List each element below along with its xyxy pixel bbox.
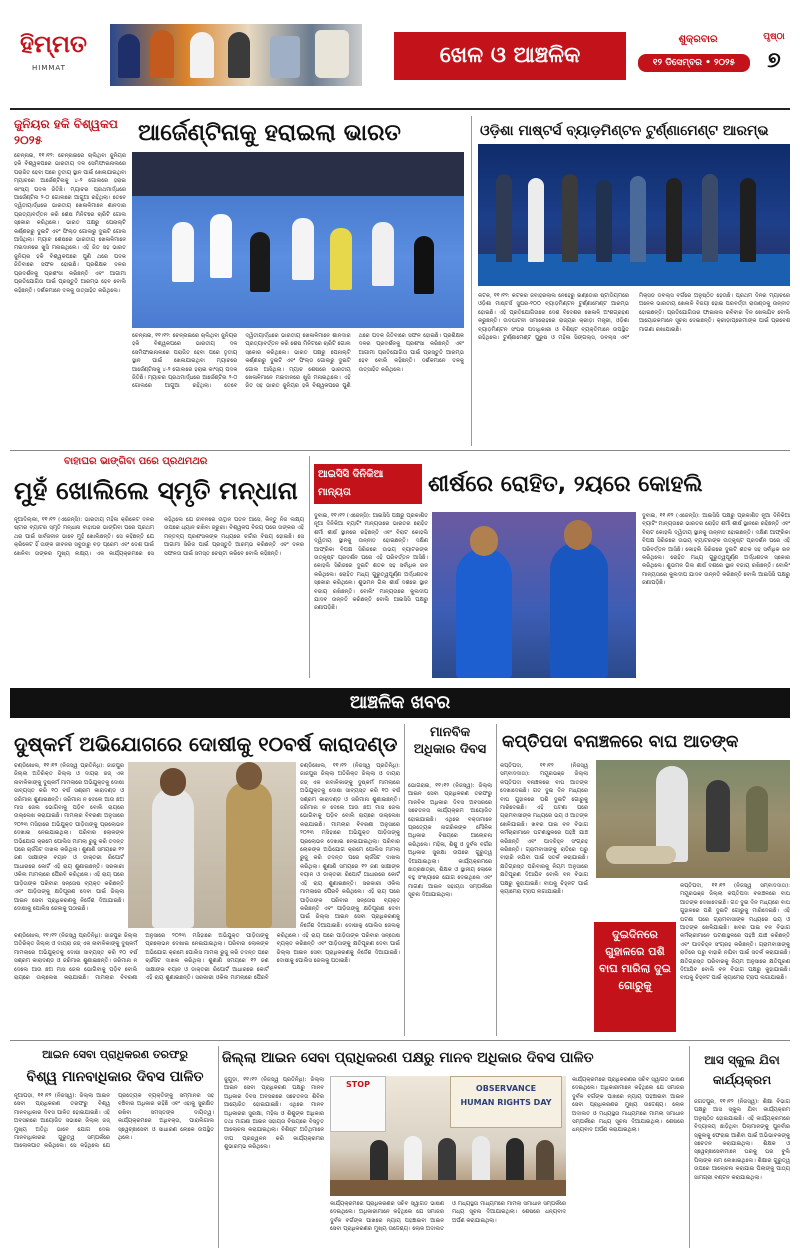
icc-kicker: ଆଇସିସି ଦିନିକିଆ ମାନ୍ୟତା (318, 469, 384, 498)
hockey-body-bottom: ଚେନ୍ନାଇ, ୧୧।୧୨: ଚେନ୍ନାଇରେ ଚାଲିଥିବା ଜୁନିୟର ହକି ବିଶ୍ୱକପରେ ଭାରତୀୟ ଦଳ ସେମିଫାଇନାଲରେ ପରାଜିତ ହେବା ପରେ ତୃତୀୟ ସ୍ଥାନ ପାଇଁ ଖେଳାଯାଇଥିବା ମ୍ୟାଚରେ ଆର୍ଜେଣ୍ଟିନାକୁ ୪-୨ ଗୋଲରେ ହରାଇ କାଂସ୍ୟ ପଦକ ଜିତିଛି। ମ୍ୟାଚର ପ୍ରଥମାର୍ଦ୍ଧରେ ଆର୍ଜେଣ୍ଟିନା ୨-୦ ଗୋଲରେ ଆଗୁଆ ରହିଥିଲା। ତେବେ ଦ୍ୱିତୀୟାର୍ଦ୍ଧରେ ଭାରତୀୟ ଖେଳାଳିମାନେ ଶାନଦାର ପ୍ରତ୍ୟାବର୍ତ୍ତନ କରି ଶେଷ ମିନିଟରେ ଚାରିଟି ଗୋଲ ସ୍କୋର କରିଥିଲେ। ଭାରତ ପକ୍ଷରୁ ପେନାଲ୍ଟି କର୍ଣ୍ଣରରୁ ଦୁଇଟି ଏବଂ ଫିଲ୍ଡ ଗୋଲରୁ ଦୁଇଟି ଗୋଲ ଆସିଥିଲା। ମ୍ୟାଚ ଶେଷରେ ଭାରତୀୟ ଖେଳାଳିମାନେ ମଇଦାନରେ ଖୁସି ମନାଇଥିଲେ। ଏହି ଜିତ ସହ ଭାରତ ଜୁନିୟର ହକି ବିଶ୍ୱକପରେ ପୁଣି ଥରେ ପଦକ ଜିତିବାରେ ସଫଳ ହୋଇଛି। ପ୍ରଶିକ୍ଷକ ଦଳର ପ୍ରଦର୍ଶନକୁ ପ୍ରଶଂସା କରିଛନ୍ତି ଏବଂ ଆଗାମୀ ପ୍ରତିଯୋଗିତା ପାଇଁ ପ୍ରସ୍ତୁତି ଆରମ୍ଭ ହେବ ବୋଲି କହିଛନ୍ତି। ଦର୍ଶକମାନେ ଦଳକୁ ଉତ୍ସାହିତ କରିଥିଲେ। (132, 333, 464, 390)
tiger-headline: କପ୍ତିପଦା ବନାଞ୍ଚଳରେ ବାଘ ଆତଙ୍କ (502, 732, 739, 752)
district-headline: ଜିଲ୍ଲା ଆଇନ ସେବା ପ୍ରାଧିକରଣ ପକ୍ଷରୁ ମାନବ ଅଧିକାର ଦିବସ ପାଳିତ (222, 1050, 594, 1066)
district-banner-line1: OBSERVANCE (475, 1084, 537, 1093)
column-divider (471, 116, 472, 446)
masthead-rule (10, 108, 790, 110)
district-banner-line2: HUMAN RIGHTS DAY (460, 1098, 552, 1107)
masthead-logo-sub: HIMMAT (32, 64, 66, 72)
icc-photo (432, 512, 636, 678)
section-rule-1 (10, 450, 790, 451)
masthead-athlete-collage (110, 24, 362, 86)
crime-body-right: ଚଣ୍ଡିଖୋଲ, ୧୧।୧୨ (ନିଜସ୍ୱ ପ୍ରତିନିଧି): ଜାଜପୁର ଜିଲ୍ଲା ଅତିରିକ୍ତ ଜିଲ୍ଲା ଓ ଦାୟରା ଜଜ୍ ଏକ ନାବାଳିକାଙ୍କୁ ଦୁଷ୍କର୍ମ ମାମଲାରେ ଅଭିଯୁକ୍ତକୁ ଦୋଷୀ ସାବ୍ୟସ୍ତ କରି ୧୦ ବର୍ଷ ସଶ୍ରମ କାରାଦଣ୍ଡ ଓ ଜରିମାନା ଶୁଣାଇଛନ୍ତି। ଜରିମାନା ନ ଦେଲେ ଆଉ ଛଅ ମାସ ଜେଲ ଭୋଗିବାକୁ ପଡ଼ିବ ବୋଲି ରାୟରେ ଉଲ୍ଲେଖ କରାଯାଇଛି। ମାମଲାର ବିବରଣୀ ଅନୁସାରେ ୨୦୨୩ ମସିହାରେ ଅଭିଯୁକ୍ତ ପୀଡ଼ିତାଙ୍କୁ ପ୍ରଲୋଭନ ଦେଖାଇ ନେଇଯାଇଥିଲା। ପରିବାର ଲୋକଙ୍କ ଅଭିଯୋଗ କ୍ରମେ ପୋଲିସ ମାମଲା ରୁଜୁ କରି ତଦନ୍ତ ପରେ ଚାର୍ଜସିଟ ଦାଖଲ କରିଥିଲା। ଶୁଣାଣି ସମୟରେ ୧୨ ଜଣ ସାକ୍ଷୀଙ୍କ ବୟାନ ଓ ଡାକ୍ତରୀ ରିପୋର୍ଟ ଆଧାରରେ କୋର୍ଟ ଏହି ରାୟ ଶୁଣାଇଛନ୍ତି। ସରକାରୀ ଓକିଲ ମାମଲାରେ ପୈରବି କରିଥିଲେ। ଏହି ରାୟ ପରେ ପୀଡ଼ିତାଙ୍କ ପରିବାର ସନ୍ତୋଷ ବ୍ୟକ୍ତ କରିଛନ୍ତି ଏବଂ ପୀଡ଼ିତାଙ୍କୁ କ୍ଷତିପୂରଣ ଦେବା ପାଇଁ ଜିଲ୍ଲା ଆଇନ ସେବା ପ୍ରାଧିକରଣକୁ ନିର୍ଦ୍ଦେଶ ଦିଆଯାଇଛି। ଦୋଷୀକୁ ପୋଲିସ ଜେଲକୁ (300, 763, 400, 928)
page-number: ୭ (767, 48, 781, 73)
mandhana-headline: ମୁହଁ ଖୋଲିଲେ ସ୍ମୃତି ମନ୍ଧାନା (14, 476, 298, 505)
page-number-label: ପୃଷ୍ଠା (763, 32, 785, 42)
column-divider-2 (309, 456, 310, 678)
legal-headline: ବିଶ୍ୱ ମାନବାଧିକାର ଦିବସ ପାଳିତ (26, 1069, 204, 1085)
human-rights-small-body: ଭୋଗରାଇ, ୧୧।୧୨ (ନିଜସ୍ୱ): ଜିଲ୍ଲା ଆଇନ ସେବା ପ୍ରାଧିକରଣ ତରଫରୁ ମାନବିକ ଅଧିକାର ଦିବସ ଅବସରରେ ସଚେତନତା କାର୍ଯ୍ୟକ୍ରମ ଆୟୋଜିତ ହୋଇଯାଇଛି। ଏଥିରେ ବକ୍ତାମାନେ ପ୍ରତ୍ୟେକ ନାଗରିକଙ୍କ ମୌଳିକ ଅଧିକାର ବିଷୟରେ ଆଲୋଚନା କରିଥିଲେ। ମହିଳା, ଶିଶୁ ଓ ଦୁର୍ବଳ ବର୍ଗର ଅଧିକାର ସୁରକ୍ଷା ଉପରେ ଗୁରୁତ୍ୱ ଦିଆଯାଇଥିଲା। କାର୍ଯ୍ୟକ୍ରମରେ ଛାତ୍ରଛାତ୍ରୀ, ଶିକ୍ଷକ ଓ ସ୍ଥାନୀୟ ଲୋକେ ବହୁ ସଂଖ୍ୟାରେ ଯୋଗ ଦେଇଥିଲେ ଏବଂ ମାଗଣା ଆଇନ ସହାୟତା ସମ୍ପର୍କରେ ସୂଚନା ଦିଆଯାଇଥିଲା। (408, 783, 492, 899)
hockey-kicker: ଜୁନିୟର ହକି ବିଶ୍ୱକପ ୨୦୨୫ (14, 117, 118, 147)
crime-headline: ଦୁଷ୍କର୍ମ ଅଭିଯୋଗରେ ଦୋଷୀକୁ ୧୦ବର୍ଷ କାରାଦଣ୍ଡ (14, 732, 398, 756)
column-divider-5 (218, 1046, 219, 1248)
district-photo (330, 1076, 566, 1196)
badminton-headline: ଓଡ଼ିଶା ମାଷ୍ଟର୍ସ ବ୍ୟାଡ଼ମିଣ୍ଟନ ଟୁର୍ଣ୍ଣାମେଣ୍ଟ ଆରମ୍ଭ (480, 123, 769, 139)
legal-kicker: ଆଇନ ସେବା ପ୍ରାଧିକରଣ ତରଫରୁ (42, 1048, 188, 1061)
tiger-photo (596, 760, 790, 878)
icc-headline: ଶୀର୍ଷରେ ରୋହିତ, ୨ୟରେ କୋହଲି (428, 472, 703, 497)
icc-body-left: ଦୁବାଇ, ୧୧।୧୨ (ଏଜେନ୍ସି): ଆଇସିସି ପକ୍ଷରୁ ପ୍ରକାଶିତ ନୂଆ ଦିନିକିଆ ବ୍ୟାଟିଂ ମାନ୍ୟତାରେ ଭାରତର ରୋହିତ ଶର୍ମା ଶୀର୍ଷ ସ୍ଥାନରେ ରହିଛନ୍ତି ଏବଂ ବିରାଟ କୋହଲି ଦ୍ୱିତୀୟ ସ୍ଥାନକୁ ଉନ୍ନୀତ ହୋଇଛନ୍ତି। ଦକ୍ଷିଣ ଆଫ୍ରିକା ବିପକ୍ଷ ସିରିଜରେ ଉଭୟ ବ୍ୟାଟରଙ୍କ ଉତ୍କୃଷ୍ଟ ପ୍ରଦର୍ଶନ ପରେ ଏହି ପରିବର୍ତ୍ତନ ଆସିଛି। କୋହଲି ସିରିଜରେ ଦୁଇଟି ଶତକ ସହ ସର୍ବାଧିକ ରନ କରିଥିଲେ। ରୋହିତ ମଧ୍ୟ ଗୁରୁତ୍ୱପୂର୍ଣ୍ଣ ଅର୍ଦ୍ଧଶତକ ସ୍କୋର କରିଥିଲେ। ଶୁଭମନ ଗିଲ ଶୀର୍ଷ ଦଶରେ ସ୍ଥାନ ବଜାୟ ରଖିଛନ୍ତି। ବୋଲିଂ ମାନ୍ୟତାରେ କୁଲଦୀପ ଯାଦବ ଉନ୍ନତି କରିଛନ୍ତି ବୋଲି ଆଇସିସି ପକ୍ଷରୁ ଜଣାପଡ଼ିଛି। (314, 513, 428, 612)
section-label: ଖେଳ ଓ ଆଞ୍ଚଳିକ (439, 43, 581, 68)
crime-body-bottom: ଚଣ୍ଡିଖୋଲ, ୧୧।୧୨ (ନିଜସ୍ୱ ପ୍ରତିନିଧି): ଜାଜପୁର ଜିଲ୍ଲା ଅତିରିକ୍ତ ଜିଲ୍ଲା ଓ ଦାୟରା ଜଜ୍ ଏକ ନାବାଳିକାଙ୍କୁ ଦୁଷ୍କର୍ମ ମାମଲାରେ ଅଭିଯୁକ୍ତକୁ ଦୋଷୀ ସାବ୍ୟସ୍ତ କରି ୧୦ ବର୍ଷ ସଶ୍ରମ କାରାଦଣ୍ଡ ଓ ଜରିମାନା ଶୁଣାଇଛନ୍ତି। ଜରିମାନା ନ ଦେଲେ ଆଉ ଛଅ ମାସ ଜେଲ ଭୋଗିବାକୁ ପଡ଼ିବ ବୋଲି ରାୟରେ ଉଲ୍ଲେଖ କରାଯାଇଛି। ମାମଲାର ବିବରଣୀ ଅନୁସାରେ ୨୦୨୩ ମସିହାରେ ଅଭିଯୁକ୍ତ ପୀଡ଼ିତାଙ୍କୁ ପ୍ରଲୋଭନ ଦେଖାଇ ନେଇଯାଇଥିଲା। ପରିବାର ଲୋକଙ୍କ ଅଭିଯୋଗ କ୍ରମେ ପୋଲିସ ମାମଲା ରୁଜୁ କରି ତଦନ୍ତ ପରେ ଚାର୍ଜସିଟ ଦାଖଲ କରିଥିଲା। ଶୁଣାଣି ସମୟରେ ୧୨ ଜଣ ସାକ୍ଷୀଙ୍କ ବୟାନ ଓ ଡାକ୍ତରୀ ରିପୋର୍ଟ ଆଧାରରେ କୋର୍ଟ ଏହି ରାୟ ଶୁଣାଇଛନ୍ତି। ସରକାରୀ ଓକିଲ ମାମଲାରେ ପୈରବି କରିଥିଲେ। ଏହି ରାୟ ପରେ ପୀଡ଼ିତାଙ୍କ ପରିବାର ସନ୍ତୋଷ ବ୍ୟକ୍ତ କରିଛନ୍ତି ଏବଂ ପୀଡ଼ିତାଙ୍କୁ କ୍ଷତିପୂରଣ ଦେବା ପାଇଁ ଜିଲ୍ଲା ଆଇନ ସେବା ପ୍ରାଧିକରଣକୁ ନିର୍ଦ୍ଦେଶ ଦିଆଯାଇଛି। ଦୋଷୀକୁ ପୋଲିସ ଜେଲକୁ ପଠାଇଛି। (14, 933, 400, 982)
masthead-weekday: ଶୁକ୍ରବାର (678, 34, 718, 45)
legal-body: ନୂଆପଡ଼ା, ୧୧।୧୨ (ନିଜସ୍ୱ): ଜିଲ୍ଲା ଆଇନ ସେବା ପ୍ରାଧିକରଣ ତରଫରୁ ବିଶ୍ୱ ମାନବାଧିକାର ଦିବସ ପାଳିତ ହୋଇଯାଇଛି। ଏହି ଅବସରରେ ଆୟୋଜିତ ସଭାରେ ଜିଲ୍ଲା ଜଜ୍ ମୁଖ୍ୟ ଅତିଥି ଭାବେ ଯୋଗ ଦେଇ ମାନବାଧିକାରର ଗୁରୁତ୍ୱ ସମ୍ପର୍କରେ ଆଲୋକପାତ କରିଥିଲେ। ସେ କହିଥିଲେ ଯେ ପ୍ରତ୍ୟେକ ବ୍ୟକ୍ତିଙ୍କୁ ସମ୍ମାନର ସହ ବଞ୍ଚିବାର ଅଧିକାର ରହିଛି ଏବଂ ଏହାକୁ ସୁରକ୍ଷିତ ରଖିବା ସମସ୍ତଙ୍କ ଦାୟିତ୍ୱ। କାର୍ଯ୍ୟକ୍ରମରେ ଅଧିବକ୍ତା, ପାରାଲିଗାଲ ସ୍ୱେଚ୍ଛାସେବୀ ଓ ସାଧାରଣ ଲୋକେ ଉପସ୍ଥିତ ଥିଲେ। (14, 1093, 214, 1150)
section-rule-2 (10, 1040, 790, 1041)
badminton-body: କଟକ, ୧୧।୧୨: କଟକର ଜବାହରଲାଲ ନେହେରୁ ଇଣ୍ଡୋର ଷ୍ଟାଡିୟମରେ ଓଡ଼ିଶା ମାଷ୍ଟର୍ସ ସୁପର-୧୦୦ ବ୍ୟାଡ଼ମିଣ୍ଟନ ଟୁର୍ଣ୍ଣାମେଣ୍ଟ ଆରମ୍ଭ ହୋଇଛି। ଏହି ପ୍ରତିଯୋଗିତାରେ ଦେଶ ବିଦେଶର ଖେଳାଳି ଅଂଶଗ୍ରହଣ କରୁଛନ୍ତି। ଉଦଘାଟନୀ ସମାରୋହରେ ରାଜ୍ୟର କ୍ରୀଡ଼ା ମନ୍ତ୍ରୀ, ଓଡ଼ିଶା ବ୍ୟାଡ଼ମିଣ୍ଟନ ସଂଘର ପଦାଧିକାରୀ ଓ ବିଶିଷ୍ଟ ବ୍ୟକ୍ତିମାନେ ଉପସ୍ଥିତ ରହିଥିଲେ। ଟୁର୍ଣ୍ଣାମେଣ୍ଟ ପୁରୁଷ ଓ ମହିଳା ସିଙ୍ଗଲ୍ସ, ଡବଲ୍ସ ଏବଂ ମିକ୍ସଡ ଡବଲ୍ସ ବର୍ଗରେ ଅନୁଷ୍ଠିତ ହେଉଛି। ପ୍ରଥମ ଦିନର ମ୍ୟାଚରେ ଅନେକ ଭାରତୀୟ ଖେଳାଳି ବିଜୟୀ ହୋଇ ପରବର୍ତ୍ତୀ ରାଉଣ୍ଡକୁ ଉନ୍ନୀତ ହୋଇଛନ୍ତି। ପ୍ରତିଯୋଗିତାର ଫାଇନାଲ ରବିବାର ଦିନ ଖେଳାଯିବ ବୋଲି ଆୟୋଜକମାନେ ସୂଚନା ଦେଇଛନ୍ତି। କ୍ରୀଡ଼ାପ୍ରେମୀଙ୍କ ପାଇଁ ପ୍ରବେଶ ମାଗଣା ରଖାଯାଇଛି। (478, 293, 790, 342)
masthead-date: ୧୨ ଡିସେମ୍ବର • ୨୦୨୫ (638, 54, 750, 72)
hockey-headline: ଆର୍ଜେଣ୍ଟିନାକୁ ହରାଇଲା ଭାରତ (138, 120, 401, 146)
mandhana-body: ନୂଆଦିଲ୍ଲୀ, ୧୧।୧୨ (ଏଜେନ୍ସି): ଭାରତୀୟ ମହିଳା କ୍ରିକେଟ ଦଳର ଷ୍ଟାର ବ୍ୟାଟର ସ୍ମୃତି ମନ୍ଧାନା ବାହାଘର ଭାଙ୍ଗିବା ପରେ ପ୍ରଥମ ଥର ପାଇଁ ସାର୍ବଜନୀନ ଭାବେ ମୁହଁ ଖୋଲିଛନ୍ତି। ସେ କହିଛନ୍ତି ଯେ କ୍ରିକେଟ ହିଁ ତାଙ୍କ ଜୀବନର ସବୁଠାରୁ ବଡ଼ ପ୍ରେମ ଏବଂ ଦେଶ ପାଇଁ ଖେଳିବା ତାଙ୍କର ମୁଖ୍ୟ ଲକ୍ଷ୍ୟ। ଏକ କାର୍ଯ୍ୟକ୍ରମରେ ସେ କହିଥିଲେ ଯେ ଜୀବନରେ ଉତ୍ଥାନ ପତନ ଆସେ, କିନ୍ତୁ ନିଜ ଲକ୍ଷ୍ୟ ଉପରେ ଧ୍ୟାନ ରଖିବା ଜରୁରୀ। ବିଶ୍ୱକପ ବିଜୟ ପରେ ତାଙ୍କର ଏହି ମନ୍ତବ୍ୟ ପ୍ରଶଂସକଙ୍କ ମଧ୍ୟରେ ଚର୍ଚ୍ଚାର ବିଷୟ ହୋଇଛି। ସେ ଆଗାମୀ ସିରିଜ ପାଇଁ ପ୍ରସ୍ତୁତି ଆରମ୍ଭ କରିଛନ୍ତି ଏବଂ ଦଳର ସଫଳତା ପାଇଁ ସମସ୍ତ ଚେଷ୍ଟା କରିବେ ବୋଲି କହିଛନ୍ତି। (14, 517, 304, 557)
crime-photo (128, 762, 296, 928)
masthead-logo: ହିମ୍ମତ (20, 30, 88, 58)
tiger-body-left: କପ୍ତିପଦା, ୧୧।୧୨ (ନିଜସ୍ୱ ସମ୍ବାଦଦାତା): ମୟୂରଭଞ୍ଜ ଜିଲ୍ଲା କପ୍ତିପଦା ବନାଞ୍ଚଳରେ ବାଘ ଆତଙ୍କ ଦେଖାଦେଇଛି। ଗତ ଦୁଇ ଦିନ ମଧ୍ୟରେ ବାଘ ଗୁହାଳରେ ପଶି ଦୁଇଟି ଗୋରୁକୁ ମାରିଦେଇଛି। ଏହି ଘଟଣା ପରେ ଗ୍ରାମବାସୀଙ୍କ ମଧ୍ୟରେ ଭୟ ଓ ଆତଙ୍କ ଖେଳିଯାଇଛି। ଖବର ପାଇ ବନ ବିଭାଗ କର୍ମଚାରୀମାନେ ଘଟଣାସ୍ଥଳରେ ପହଞ୍ଚି ଯାଞ୍ଚ କରିଛନ୍ତି ଏବଂ ପାଦଚିହ୍ନ ସଂଗ୍ରହ କରିଛନ୍ତି। ଗ୍ରାମବାସୀଙ୍କୁ ରାତିରେ ଘରୁ ବାହାରି ନଯିବା ପାଇଁ ସତର୍କ କରାଯାଇଛି। କ୍ଷତିଗ୍ରସ୍ତ ପରିବାରକୁ ନିୟମ ଅନୁସାରେ କ୍ଷତିପୂରଣ ଦିଆଯିବ ବୋଲି ବନ ବିଭାଗ ପକ୍ଷରୁ କୁହାଯାଇଛି। ବାଘକୁ ଚିହ୍ନଟ ପାଇଁ କ୍ୟାମେରା ଟ୍ରାପ ଲଗାଯାଇଛି। (500, 763, 588, 896)
district-body-left: ଜୁଗୁଡ଼ା, ୧୧।୧୨ (ନିଜସ୍ୱ ପ୍ରତିନିଧି): ଜିଲ୍ଲା ଆଇନ ସେବା ପ୍ରାଧିକରଣ ପକ୍ଷରୁ ମାନବ ଅଧିକାର ଦିବସ ଅବସରରେ ସଚେତନତା ଶିବିର ଆୟୋଜିତ ହୋଇଯାଇଛି। ଏଥିରେ ମାନବ ଅଧିକାରର ସୁରକ୍ଷା, ମହିଳା ଓ ଶିଶୁଙ୍କ ଅଧିକାର ତଥା ମାଗଣା ଆଇନ ସହାୟତା ବିଷୟରେ ବିସ୍ତୃତ ଆଲୋଚନା କରାଯାଇଥିଲା। ବିଶିଷ୍ଟ ଅତିଥିମାନେ ଦୀପ ପ୍ରଜ୍ୱଳନ କରି କାର୍ଯ୍ୟକ୍ରମର ଶୁଭାରମ୍ଭ କରିଥିଲେ। (224, 1077, 324, 1151)
school-headline: ଆସ ସ୍କୁଲ ଯିବା କାର୍ଯ୍ୟକ୍ରମ (704, 1053, 780, 1087)
mandhana-kicker: ବାହାଘର ଭାଙ୍ଗିବା ପରେ ପ୍ରଥମଥର (64, 456, 208, 467)
column-divider-6 (689, 1046, 690, 1248)
district-body-right: କାର୍ଯ୍ୟକ୍ରମରେ ପ୍ରାଧିକରଣର ସଚିବ ସ୍ୱାଗତ ଭାଷଣ ଦେଇଥିଲେ। ଅଧିକାରୀମାନେ କହିଥିଲେ ଯେ ସମାଜର ଦୁର୍ବଳ ବର୍ଗଙ୍କ ପାଖରେ ନ୍ୟାୟ ପହଞ୍ଚାଇବା ଆଇନ ସେବା ପ୍ରାଧିକରଣର ମୁଖ୍ୟ ଉଦ୍ଦେଶ୍ୟ। ଲୋକ ଅଦାଲତ ଓ ମଧ୍ୟସ୍ଥତା ମାଧ୍ୟମରେ ମାମଲା ସମାଧାନ ସମ୍ପର୍କରେ ମଧ୍ୟ ସୂଚନା ଦିଆଯାଇଥିଲା। ଶେଷରେ ଧନ୍ୟବାଦ ଅର୍ପଣ କରାଯାଇଥିଲା। (572, 1077, 684, 1134)
district-banner-stop: STOP (346, 1080, 370, 1089)
tiger-pullquote: ଦୁଇଦିନରେ ଗୁହାଳରେ ପଶି ବାଘ ମାରିଲା ଦୁଇ ଗୋରୁକୁ (599, 928, 671, 992)
column-divider-3 (404, 724, 405, 1036)
masthead-logo-block (10, 24, 110, 94)
icc-body-right: ଦୁବାଇ, ୧୧।୧୨ (ଏଜେନ୍ସି): ଆଇସିସି ପକ୍ଷରୁ ପ୍ରକାଶିତ ନୂଆ ଦିନିକିଆ ବ୍ୟାଟିଂ ମାନ୍ୟତାରେ ଭାରତର ରୋହିତ ଶର୍ମା ଶୀର୍ଷ ସ୍ଥାନରେ ରହିଛନ୍ତି ଏବଂ ବିରାଟ କୋହଲି ଦ୍ୱିତୀୟ ସ୍ଥାନକୁ ଉନ୍ନୀତ ହୋଇଛନ୍ତି। ଦକ୍ଷିଣ ଆଫ୍ରିକା ବିପକ୍ଷ ସିରିଜରେ ଉଭୟ ବ୍ୟାଟରଙ୍କ ଉତ୍କୃଷ୍ଟ ପ୍ରଦର୍ଶନ ପରେ ଏହି ପରିବର୍ତ୍ତନ ଆସିଛି। କୋହଲି ସିରିଜରେ ଦୁଇଟି ଶତକ ସହ ସର୍ବାଧିକ ରନ କରିଥିଲେ। ରୋହିତ ମଧ୍ୟ ଗୁରୁତ୍ୱପୂର୍ଣ୍ଣ ଅର୍ଦ୍ଧଶତକ ସ୍କୋର କରିଥିଲେ। ଶୁଭମନ ଗିଲ ଶୀର୍ଷ ଦଶରେ ସ୍ଥାନ ବଜାୟ ରଖିଛନ୍ତି। ବୋଲିଂ ମାନ୍ୟତାରେ କୁଲଦୀପ ଯାଦବ ଉନ୍ନତି କରିଛନ୍ତି ବୋଲି ଆଇସିସି ପକ୍ଷରୁ ଜଣାପଡ଼ିଛି। (642, 513, 790, 587)
tiger-body-right: କପ୍ତିପଦା, ୧୧।୧୨ (ନିଜସ୍ୱ ସମ୍ବାଦଦାତା): ମୟୂରଭଞ୍ଜ ଜିଲ୍ଲା କପ୍ତିପଦା ବନାଞ୍ଚଳରେ ବାଘ ଆତଙ୍କ ଦେଖାଦେଇଛି। ଗତ ଦୁଇ ଦିନ ମଧ୍ୟରେ ବାଘ ଗୁହାଳରେ ପଶି ଦୁଇଟି ଗୋରୁକୁ ମାରିଦେଇଛି। ଏହି ଘଟଣା ପରେ ଗ୍ରାମବାସୀଙ୍କ ମଧ୍ୟରେ ଭୟ ଓ ଆତଙ୍କ ଖେଳିଯାଇଛି। ଖବର ପାଇ ବନ ବିଭାଗ କର୍ମଚାରୀମାନେ ଘଟଣାସ୍ଥଳରେ ପହଞ୍ଚି ଯାଞ୍ଚ କରିଛନ୍ତି ଏବଂ ପାଦଚିହ୍ନ ସଂଗ୍ରହ କରିଛନ୍ତି। ଗ୍ରାମବାସୀଙ୍କୁ ରାତିରେ ଘରୁ ବାହାରି ନଯିବା ପାଇଁ ସତର୍କ କରାଯାଇଛି। କ୍ଷତିଗ୍ରସ୍ତ ପରିବାରକୁ ନିୟମ ଅନୁସାରେ କ୍ଷତିପୂରଣ ଦିଆଯିବ ବୋଲି ବନ ବିଭାଗ ପକ୍ଷରୁ କୁହାଯାଇଛି। ବାଘକୁ ଚିହ୍ନଟ ପାଇଁ କ୍ୟାମେରା ଟ୍ରାପ ଲଗାଯାଇଛି। (680, 883, 790, 982)
regional-bar-title: ଆଞ୍ଚଳିକ ଖବର (349, 692, 451, 713)
badminton-photo (478, 144, 790, 286)
column-divider-4 (496, 724, 497, 1036)
school-body: ଜଗତପୁର, ୧୧।୧୨ (ନିଜସ୍ୱ): ଶିକ୍ଷା ବିଭାଗ ପକ୍ଷରୁ ଆସ ସ୍କୁଲ ଯିବା କାର୍ଯ୍ୟକ୍ରମ ଅନୁଷ୍ଠିତ ହୋଇଯାଇଛି। ଏହି କାର୍ଯ୍ୟକ୍ରମରେ ବିଦ୍ୟାଳୟ ଛାଡ଼ିଥିବା ପିଲାମାନଙ୍କୁ ପୁନର୍ବାର ସ୍କୁଲକୁ ଫେରାଇ ଆଣିବା ପାଇଁ ଅଭିଭାବକଙ୍କୁ ସଚେତନ କରାଯାଇଥିଲା। ଶିକ୍ଷକ ଓ ସ୍ୱେଚ୍ଛାସେବୀମାନେ ଘରକୁ ଘର ବୁଲି ପିଲାଙ୍କ ନାମ ଲେଖାଇଥିଲେ। ଶିକ୍ଷାର ଗୁରୁତ୍ୱ ଉପରେ ଆଲୋଚନା କରାଯାଇ ପିଲାଙ୍କୁ ପାଠ୍ୟ ସାମଗ୍ରୀ ବଣ୍ଟନ କରାଯାଇଥିଲା। (694, 1099, 790, 1181)
masthead (10, 10, 790, 106)
hockey-body-left: ଚେନ୍ନାଇ, ୧୧।୧୨: ଚେନ୍ନାଇରେ ଚାଲିଥିବା ଜୁନିୟର ହକି ବିଶ୍ୱକପରେ ଭାରତୀୟ ଦଳ ସେମିଫାଇନାଲରେ ପରାଜିତ ହେବା ପରେ ତୃତୀୟ ସ୍ଥାନ ପାଇଁ ଖେଳାଯାଇଥିବା ମ୍ୟାଚରେ ଆର୍ଜେଣ୍ଟିନାକୁ ୪-୨ ଗୋଲରେ ହରାଇ କାଂସ୍ୟ ପଦକ ଜିତିଛି। ମ୍ୟାଚର ପ୍ରଥମାର୍ଦ୍ଧରେ ଆର୍ଜେଣ୍ଟିନା ୨-୦ ଗୋଲରେ ଆଗୁଆ ରହିଥିଲା। ତେବେ ଦ୍ୱିତୀୟାର୍ଦ୍ଧରେ ଭାରତୀୟ ଖେଳାଳିମାନେ ଶାନଦାର ପ୍ରତ୍ୟାବର୍ତ୍ତନ କରି ଶେଷ ମିନିଟରେ ଚାରିଟି ଗୋଲ ସ୍କୋର କରିଥିଲେ। ଭାରତ ପକ୍ଷରୁ ପେନାଲ୍ଟି କର୍ଣ୍ଣରରୁ ଦୁଇଟି ଏବଂ ଫିଲ୍ଡ ଗୋଲରୁ ଦୁଇଟି ଗୋଲ ଆସିଥିଲା। ମ୍ୟାଚ ଶେଷରେ ଭାରତୀୟ ଖେଳାଳିମାନେ ମଇଦାନରେ ଖୁସି ମନାଇଥିଲେ। ଏହି ଜିତ ସହ ଭାରତ ଜୁନିୟର ହକି ବିଶ୍ୱକପରେ ପୁଣି ଥରେ ପଦକ ଜିତିବାରେ ସଫଳ ହୋଇଛି। ପ୍ରଶିକ୍ଷକ ଦଳର ପ୍ରଦର୍ଶନକୁ ପ୍ରଶଂସା କରିଛନ୍ତି ଏବଂ ଆଗାମୀ ପ୍ରତିଯୋଗିତା ପାଇଁ ପ୍ରସ୍ତୁତି ଆରମ୍ଭ ହେବ ବୋଲି କହିଛନ୍ତି। ଦର୍ଶକମାନେ ଦଳକୁ ଉତ୍ସାହିତ କରିଥିଲେ। (14, 153, 126, 294)
district-body-bottom: କାର୍ଯ୍ୟକ୍ରମରେ ପ୍ରାଧିକରଣର ସଚିବ ସ୍ୱାଗତ ଭାଷଣ ଦେଇଥିଲେ। ଅଧିକାରୀମାନେ କହିଥିଲେ ଯେ ସମାଜର ଦୁର୍ବଳ ବର୍ଗଙ୍କ ପାଖରେ ନ୍ୟାୟ ପହଞ୍ଚାଇବା ଆଇନ ସେବା ପ୍ରାଧିକରଣର ମୁଖ୍ୟ ଉଦ୍ଦେଶ୍ୟ। ଲୋକ ଅଦାଲତ ଓ ମଧ୍ୟସ୍ଥତା ମାଧ୍ୟମରେ ମାମଲା ସମାଧାନ ସମ୍ପର୍କରେ ମଧ୍ୟ ସୂଚନା ଦିଆଯାଇଥିଲା। ଶେଷରେ ଧନ୍ୟବାଦ ଅର୍ପଣ କରାଯାଇଥିଲା। (330, 1201, 566, 1233)
hockey-photo (132, 152, 464, 328)
crime-body-left: ଚଣ୍ଡିଖୋଲ, ୧୧।୧୨ (ନିଜସ୍ୱ ପ୍ରତିନିଧି): ଜାଜପୁର ଜିଲ୍ଲା ଅତିରିକ୍ତ ଜିଲ୍ଲା ଓ ଦାୟରା ଜଜ୍ ଏକ ନାବାଳିକାଙ୍କୁ ଦୁଷ୍କର୍ମ ମାମଲାରେ ଅଭିଯୁକ୍ତକୁ ଦୋଷୀ ସାବ୍ୟସ୍ତ କରି ୧୦ ବର୍ଷ ସଶ୍ରମ କାରାଦଣ୍ଡ ଓ ଜରିମାନା ଶୁଣାଇଛନ୍ତି। ଜରିମାନା ନ ଦେଲେ ଆଉ ଛଅ ମାସ ଜେଲ ଭୋଗିବାକୁ ପଡ଼ିବ ବୋଲି ରାୟରେ ଉଲ୍ଲେଖ କରାଯାଇଛି। ମାମଲାର ବିବରଣୀ ଅନୁସାରେ ୨୦୨୩ ମସିହାରେ ଅଭିଯୁକ୍ତ ପୀଡ଼ିତାଙ୍କୁ ପ୍ରଲୋଭନ ଦେଖାଇ ନେଇଯାଇଥିଲା। ପରିବାର ଲୋକଙ୍କ ଅଭିଯୋଗ କ୍ରମେ ପୋଲିସ ମାମଲା ରୁଜୁ କରି ତଦନ୍ତ ପରେ ଚାର୍ଜସିଟ ଦାଖଲ କରିଥିଲା। ଶୁଣାଣି ସମୟରେ ୧୨ ଜଣ ସାକ୍ଷୀଙ୍କ ବୟାନ ଓ ଡାକ୍ତରୀ ରିପୋର୍ଟ ଆଧାରରେ କୋର୍ଟ ଏହି ରାୟ ଶୁଣାଇଛନ୍ତି। ସରକାରୀ ଓକିଲ ମାମଲାରେ ପୈରବି କରିଥିଲେ। ଏହି ରାୟ ପରେ ପୀଡ଼ିତାଙ୍କ ପରିବାର ସନ୍ତୋଷ ବ୍ୟକ୍ତ କରିଛନ୍ତି ଏବଂ ପୀଡ଼ିତାଙ୍କୁ କ୍ଷତିପୂରଣ ଦେବା ପାଇଁ ଜିଲ୍ଲା ଆଇନ ସେବା ପ୍ରାଧିକରଣକୁ ନିର୍ଦ୍ଦେଶ ଦିଆଯାଇଛି। ଦୋଷୀକୁ ପୋଲିସ ଜେଲକୁ ପଠାଇଛି। (14, 763, 124, 912)
human-rights-small-headline: ମାନବିକ ଅଧିକାର ଦିବସ (413, 725, 487, 757)
